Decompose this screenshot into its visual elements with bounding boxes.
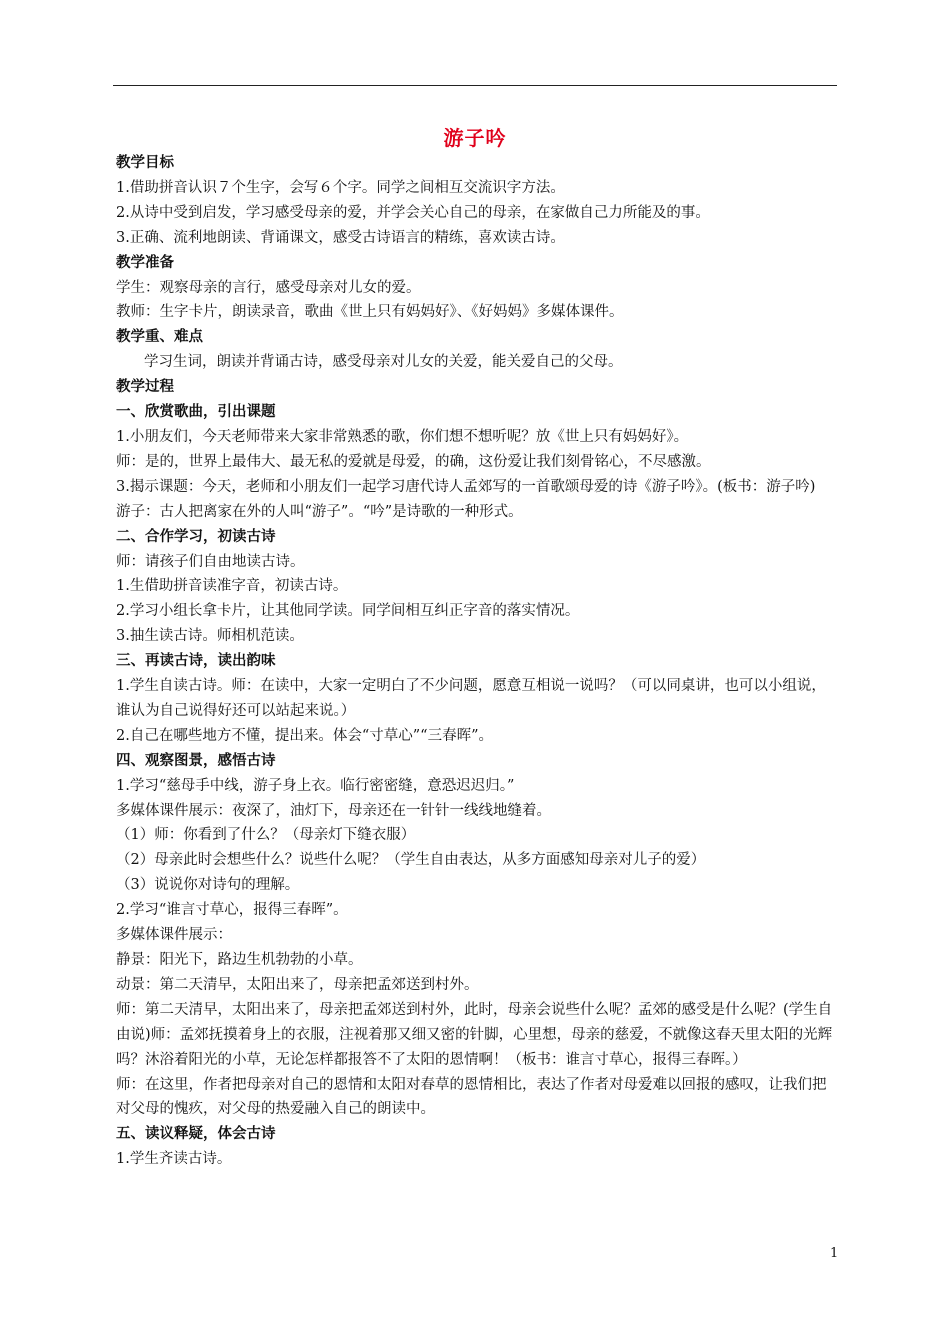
paragraph: 游子：古人把离家在外的人叫“游子”。“吟”是诗歌的一种形式。 [116,503,523,520]
paragraph: 静景：阳光下，路边生机勃勃的小草。 [116,952,363,968]
paragraph: 学习生词，朗读并背诵古诗，感受母亲对儿女的关爱，能关爱自己的父母。 [144,354,623,371]
section-heading: 教学重、难点 [116,328,203,346]
paragraph: 2.从诗中受到启发，学习感受母亲的爱，并学会关心自己的母亲，在家做自己力所能及的事。 [116,204,710,221]
paragraph: 1.小朋友们，今天老师带来大家非常熟悉的歌，你们想不想听呢？放《世上只有妈妈好》。 [116,428,689,445]
paragraph: 师：请孩子们自由地读古诗。 [116,553,305,570]
paragraph: 2.学习小组长拿卡片，让其他同学读。同学间相互纠正字音的落实情况。 [116,603,580,620]
paragraph: 3.揭示课题：今天，老师和小朋友们一起学习唐代诗人孟郊写的一首歌颂母爱的诗《游子吟》。(板书：游子吟) [116,478,816,495]
section-heading: 四、观察图景，感悟古诗 [116,751,276,769]
page-number: 1 [830,1246,839,1261]
section-heading: 二、合作学习，初读古诗 [116,527,276,545]
paragraph: 师：在这里，作者把母亲对自己的恩情和太阳对春草的恩情相比，表达了作者对母爱难以回报的感叹，让我们把对父母的愧疚，对父母的热爱融入自己的朗读中。 [116,1076,827,1118]
paragraph: 1.学习“慈母手中线，游子身上衣。临行密密缝，意恐迟迟归。” [116,777,515,794]
page-title: 游子吟 [443,126,507,150]
paragraph: 3.抽生读古诗。师相机范读。 [116,628,304,645]
section-heading: 五、读议释疑，体会古诗 [116,1125,276,1143]
paragraph: （1）师：你看到了什么？（母亲灯下缝衣服） [116,827,416,844]
header-rule [113,85,837,86]
paragraph: 1.学生齐读古诗。 [116,1151,232,1168]
section-heading: 教学目标 [116,154,174,171]
paragraph: 3.正确、流利地朗读、背诵课文，感受古诗语言的精练，喜欢读古诗。 [116,229,565,246]
section-heading: 一、欣赏歌曲，引出课题 [116,403,276,421]
paragraph: 2.自己在哪些地方不懂，提出来。体会“寸草心”“三春晖”。 [116,727,493,744]
paragraph: 动景：第二天清早，太阳出来了，母亲把孟郊送到村外。 [116,976,479,993]
paragraph: 师：第二天清早，太阳出来了，母亲把孟郊送到村外，此时，母亲会说些什么呢？孟郊的感受是什么呢？(学生自由说)师：孟郊抚摸着身上的衣服，注视着那又细又密的针脚，心里想，母亲的慈爱，不就像这春天里太阳的光辉吗？沐浴着阳光的小草，无论怎样都报答不了太阳的恩情啊！（板书：谁言寸草心，报得三春晖。） [116,1001,833,1068]
paragraph: （3）说说你对诗句的理解。 [116,877,300,894]
paragraph: 1.生借助拼音读准字音，初读古诗。 [116,578,348,595]
paragraph: 1.借助拼音认识７个生字，会写６个字。同学之间相互交流识字方法。 [116,179,565,196]
section-heading: 三、再读古诗，读出韵味 [116,652,276,670]
section-heading: 教学过程 [116,378,174,396]
document-body [116,151,840,1172]
paragraph: 学生：观察母亲的言行，感受母亲对儿女的爱。 [116,279,421,296]
section-heading: 教学准备 [116,253,174,271]
paragraph: 师：是的，世界上最伟大、最无私的爱就是母爱，的确，这份爱让我们刻骨铭心，不尽感激。 [116,453,711,470]
paragraph: 教师：生字卡片，朗读录音，歌曲《世上只有妈妈好》、《好妈妈》多媒体课件。 [116,304,624,321]
paragraph: 多媒体课件展示：夜深了，油灯下，母亲还在一针针一线线地缝着。 [116,802,551,819]
paragraph: （2）母亲此时会想些什么？说些什么呢？（学生自由表达，从多方面感知母亲对儿子的爱） [116,852,706,869]
paragraph: 多媒体课件展示： [116,927,232,944]
paragraph: 1.学生自读古诗。师：在读中，大家一定明白了不少问题，愿意互相说一说吗？（可以同桌讲，也可以小组说，谁认为自己说得好还可以站起来说。） [116,678,826,719]
paragraph: 2.学习“谁言寸草心，报得三春晖”。 [116,902,348,919]
